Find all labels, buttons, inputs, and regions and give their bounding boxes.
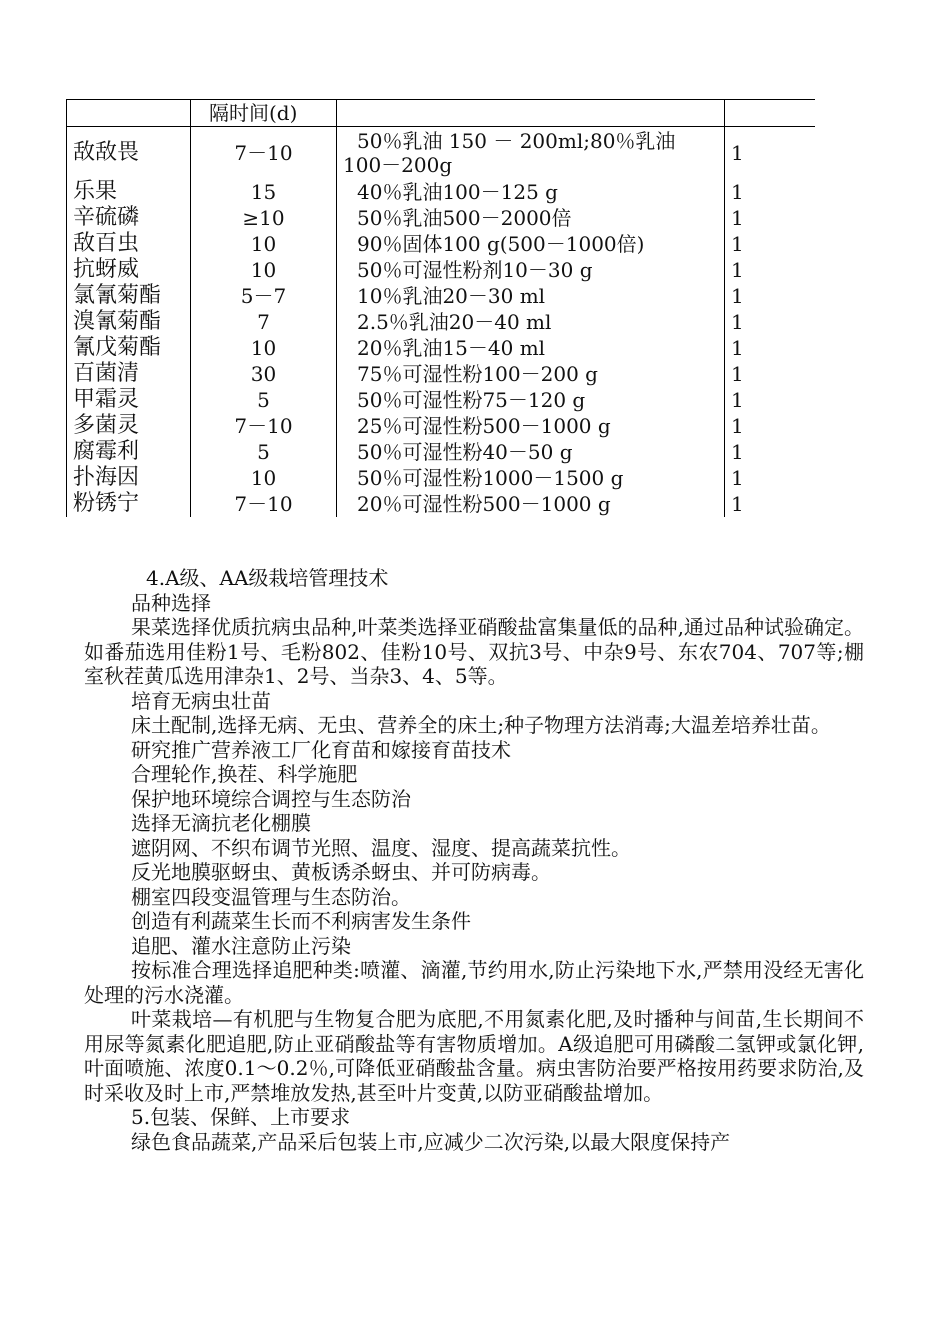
table-header-cell xyxy=(337,100,725,127)
application-times: 1 xyxy=(725,231,815,257)
safety-interval: 10 xyxy=(191,465,337,491)
safety-interval: 7－10 xyxy=(191,127,337,180)
pesticide-table-wrap xyxy=(66,99,816,515)
safety-interval: 30 xyxy=(191,361,337,387)
application-times: 1 xyxy=(725,179,815,205)
paragraph: 遮阴网、不织布调节光照、温度、湿度、提高蔬菜抗性。 xyxy=(131,835,631,860)
document-body xyxy=(84,566,864,1154)
safety-interval: 15 xyxy=(191,179,337,205)
table-row xyxy=(67,179,815,205)
application-times: 1 xyxy=(725,257,815,283)
paragraph: 品种选择 xyxy=(131,590,211,615)
table-header-row xyxy=(67,100,815,127)
table-row xyxy=(67,231,815,257)
table-row xyxy=(67,283,815,309)
safety-interval: 10 xyxy=(191,257,337,283)
paragraph: 棚室四段变温管理与生态防治。 xyxy=(131,884,411,909)
dosage: 2.5％乳油20－40 ml xyxy=(337,309,725,335)
paragraph: 研究推广营养液工厂化育苗和嫁接育苗技术 xyxy=(131,737,511,762)
pesticide-name: 溴氰菊酯 xyxy=(67,309,191,335)
application-times: 1 xyxy=(725,205,815,231)
header-interval: 隔时间(d) xyxy=(191,100,337,127)
paragraph: 按标准合理选择追肥种类:喷灌、滴灌,节约用水,防止污染地下水,严禁用没经无害化处理的污水浇灌。 xyxy=(84,958,864,1007)
pesticide-name: 氰戊菊酯 xyxy=(67,335,191,361)
table-row xyxy=(67,387,815,413)
safety-interval: 5－7 xyxy=(191,283,337,309)
paragraph: 床土配制,选择无病、无虫、营养全的床土;种子物理方法消毒;大温差培养壮苗。 xyxy=(131,713,831,737)
paragraph: 叶菜栽培—有机肥与生物复合肥为底肥,不用氮素化肥,及时播种与间苗,生长期间不用尿等氮素化肥追肥,防止亚硝酸盐等有害物质增加。A级追肥可用磷酸二氢钾或氯化钾,叶面喷施、浓度0.1～0.2％,可降低亚硝酸盐含量。病虫害防治要严格按用药要求防治,及时采收及时上市,严禁堆放发热,甚至叶片变黄,以防亚硝酸盐增加。 xyxy=(84,1007,864,1105)
table-row xyxy=(67,361,815,387)
safety-interval: 5 xyxy=(191,439,337,465)
application-times: 1 xyxy=(725,361,815,387)
pesticide-name: 粉锈宁 xyxy=(67,491,191,517)
pesticide-name: 抗蚜威 xyxy=(67,257,191,283)
paragraph: 追肥、灌水注意防止污染 xyxy=(131,933,351,958)
safety-interval: 7－10 xyxy=(191,491,337,517)
pesticide-name: 甲霜灵 xyxy=(67,387,191,413)
dosage: 50％可湿性粉75－120 g xyxy=(337,387,725,413)
pesticide-name: 乐果 xyxy=(67,179,191,205)
application-times: 1 xyxy=(725,335,815,361)
dosage: 75％可湿性粉100－200 g xyxy=(337,361,725,387)
pesticide-name: 百菌清 xyxy=(67,361,191,387)
table-row xyxy=(67,335,815,361)
dosage: 20％乳油15－40 ml xyxy=(337,335,725,361)
application-times: 1 xyxy=(725,283,815,309)
table-row xyxy=(67,257,815,283)
table-header-cell xyxy=(725,100,815,127)
application-times: 1 xyxy=(725,309,815,335)
paragraph: 保护地环境综合调控与生态防治 xyxy=(131,786,411,811)
application-times: 1 xyxy=(725,387,815,413)
table-row xyxy=(67,465,815,491)
paragraph: 培育无病虫壮苗 xyxy=(131,688,271,713)
application-times: 1 xyxy=(725,465,815,491)
section-4-heading: 4.A级、AA级栽培管理技术 xyxy=(146,566,389,590)
pesticide-name: 扑海因 xyxy=(67,465,191,491)
safety-interval: 5 xyxy=(191,387,337,413)
table-row xyxy=(67,127,815,180)
table-row xyxy=(67,205,815,231)
table-row xyxy=(67,309,815,335)
paragraph: 反光地膜驱蚜虫、黄板诱杀蚜虫、并可防病毒。 xyxy=(131,860,551,884)
paragraph: 果菜选择优质抗病虫品种,叶菜类选择亚硝酸盐富集量低的品种,通过品种试验确定。如番茄选用佳粉1号、毛粉802、佳粉10号、双抗3号、中杂9号、东农704、707等;棚室秋茬黄瓜选用津杂1、2号、当杂3、4、5等。 xyxy=(84,615,864,688)
dosage: 50％可湿性粉剂10－30 g xyxy=(337,257,725,283)
pesticide-name: 敌敌畏 xyxy=(67,127,191,180)
paragraph: 绿色食品蔬菜,产品采后包装上市,应减少二次污染,以最大限度保持产 xyxy=(131,1129,731,1154)
table-row xyxy=(67,439,815,465)
dosage: 90％固体100 g(500－1000倍) xyxy=(337,231,725,257)
pesticide-name: 敌百虫 xyxy=(67,231,191,257)
safety-interval: 7 xyxy=(191,309,337,335)
safety-interval: 10 xyxy=(191,231,337,257)
safety-interval: ≥10 xyxy=(191,205,337,231)
safety-interval: 10 xyxy=(191,335,337,361)
dosage: 50％乳油 150 － 200ml;80％乳油 100－200g xyxy=(337,127,725,180)
dosage: 50％可湿性粉40－50 g xyxy=(337,439,725,465)
table-row xyxy=(67,413,815,439)
safety-interval: 7－10 xyxy=(191,413,337,439)
table-header-cell xyxy=(67,100,191,127)
application-times: 1 xyxy=(725,413,815,439)
pesticide-name: 辛硫磷 xyxy=(67,205,191,231)
application-times: 1 xyxy=(725,491,815,517)
application-times: 1 xyxy=(725,127,815,180)
pesticide-table xyxy=(66,99,815,517)
pesticide-name: 多菌灵 xyxy=(67,413,191,439)
section-5-heading: 5.包装、保鲜、上市要求 xyxy=(131,1105,351,1129)
table-row xyxy=(67,491,815,517)
dosage: 50％可湿性粉1000－1500 g xyxy=(337,465,725,491)
dosage: 20％可湿性粉500－1000 g xyxy=(337,491,725,517)
paragraph: 合理轮作,换茬、科学施肥 xyxy=(131,762,358,786)
pesticide-name: 腐霉利 xyxy=(67,439,191,465)
application-times: 1 xyxy=(725,439,815,465)
dosage: 10％乳油20－30 ml xyxy=(337,283,725,309)
dosage: 50％乳油500－2000倍 xyxy=(337,205,725,231)
pesticide-name: 氯氰菊酯 xyxy=(67,283,191,309)
dosage: 25％可湿性粉500－1000 g xyxy=(337,413,725,439)
paragraph: 选择无滴抗老化棚膜 xyxy=(131,811,311,835)
dosage: 40％乳油100－125 g xyxy=(337,179,725,205)
paragraph: 创造有利蔬菜生长而不利病害发生条件 xyxy=(131,909,471,933)
